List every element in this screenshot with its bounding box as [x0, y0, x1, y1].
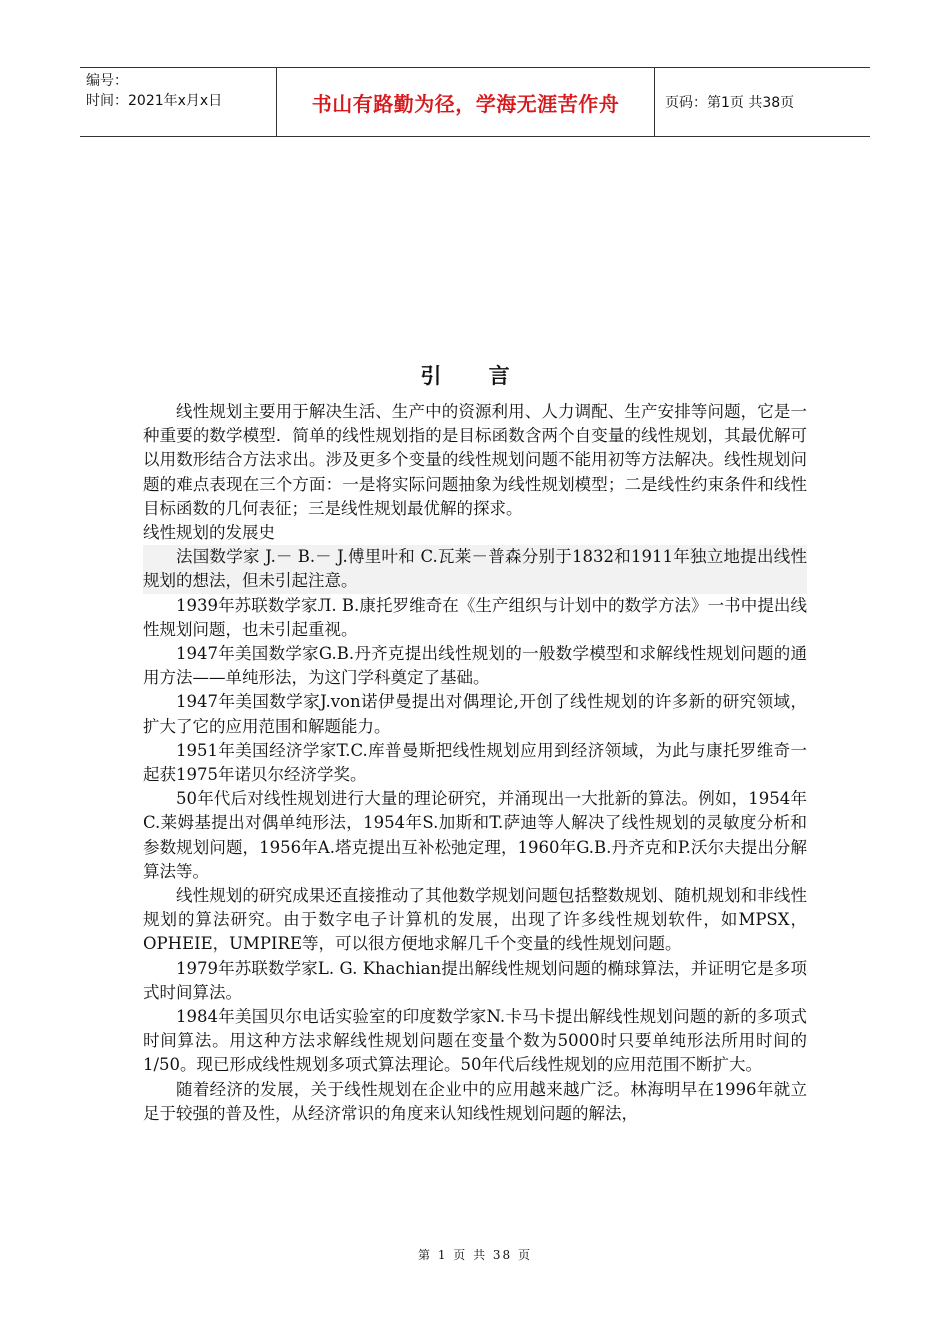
document-body [143, 400, 807, 1126]
history-paragraph-5: 1951年美国经济学家T.C.库普曼斯把线性规划应用到经济领域，为此与康托罗维奇一起获1975年诺贝尔经济学奖。 [143, 740, 807, 785]
history-paragraph-1: 法国数学家 J.－ B.－ J.傅里叶和 C.瓦莱－普森分别于1832和1911年独立地提出线性规划的想法，但未引起注意。 [143, 545, 807, 593]
header-meta [80, 68, 277, 136]
intro-paragraph: 线性规划主要用于解决生活、生产中的资源利用、人力调配、生产安排等问题，它是一种重要的数学模型．简单的线性规划指的是目标函数含两个自变量的线性规划，其最优解可以用数形结合方法求出。涉及更多个变量的线性规划问题不能用初等方法解决。线性规划问题的难点表现在三个方面：一是将实际问题抽象为线性规划模型；二是线性约束条件和线性目标函数的几何表征；三是线性规划最优解的探求。 [143, 402, 807, 518]
history-paragraph-3: 1947年美国数学家G.B.丹齐克提出线性规划的一般数学模型和求解线性规划问题的通用方法——单纯形法，为这门学科奠定了基础。 [143, 644, 807, 688]
page-footer: 第 1 页 共 38 页 [418, 1248, 532, 1262]
history-paragraph-9: 1984年美国贝尔电话实验室的印度数学家N.卡马卡提出解线性规划问题的新的多项式时间算法。用这种方法求解线性规划问题在变量个数为5000时只要单纯形法所用时间的1/50。现已形成线性规划多项式算法理论。50年代后线性规划的应用范围不断扩大。 [143, 1007, 807, 1075]
header-motto: 书山有路勤为径，学海无涯苦作舟 [277, 68, 655, 136]
section-heading: 线性规划的发展史 [143, 523, 275, 543]
history-paragraph-2: 1939年苏联数学家Л. В.康托罗维奇在《生产组织与计划中的数学方法》一书中提出线性规划问题，也未引起重视。 [143, 595, 807, 639]
number-label: 编号： [86, 73, 128, 89]
history-paragraph-6: 50年代后对线性规划进行大量的理论研究，并涌现出一大批新的算法。例如，1954年C.莱姆基提出对偶单纯形法，1954年S.加斯和T.萨迪等人解决了线性规划的灵敏度分析和参数规划问题，1956年A.塔克提出互补松弛定理，1960年G.B.丹齐克和P.沃尔夫提出分解算法等。 [143, 789, 807, 881]
header-page-label: 页码：第1页 共38页 [665, 95, 795, 111]
page-title: 引 言 [420, 364, 530, 388]
history-paragraph-7: 线性规划的研究成果还直接推动了其他数学规划问题包括整数规划、随机规划和非线性规划的算法研究。由于数字电子计算机的发展，出现了许多线性规划软件，如MPSX，OPHEIE，UMPIRE等，可以很方便地求解几千个变量的线性规划问题。 [143, 886, 807, 954]
history-paragraph-8: 1979年苏联数学家L. G. Khachian提出解线性规划问题的椭球算法，并证明它是多项式时间算法。 [143, 958, 807, 1002]
history-paragraph-4: 1947年美国数学家J.von诺伊曼提出对偶理论,开创了线性规划的许多新的研究领域，扩大了它的应用范围和解题能力。 [143, 692, 807, 736]
time-label: 时间：2021年x月x日 [86, 93, 223, 109]
page-header [80, 67, 870, 137]
history-paragraph-10: 随着经济的发展，关于线性规划在企业中的应用越来越广泛。林海明早在1996年就立足于较强的普及性，从经济常识的角度来认知线性规划问题的解法， [143, 1079, 807, 1123]
